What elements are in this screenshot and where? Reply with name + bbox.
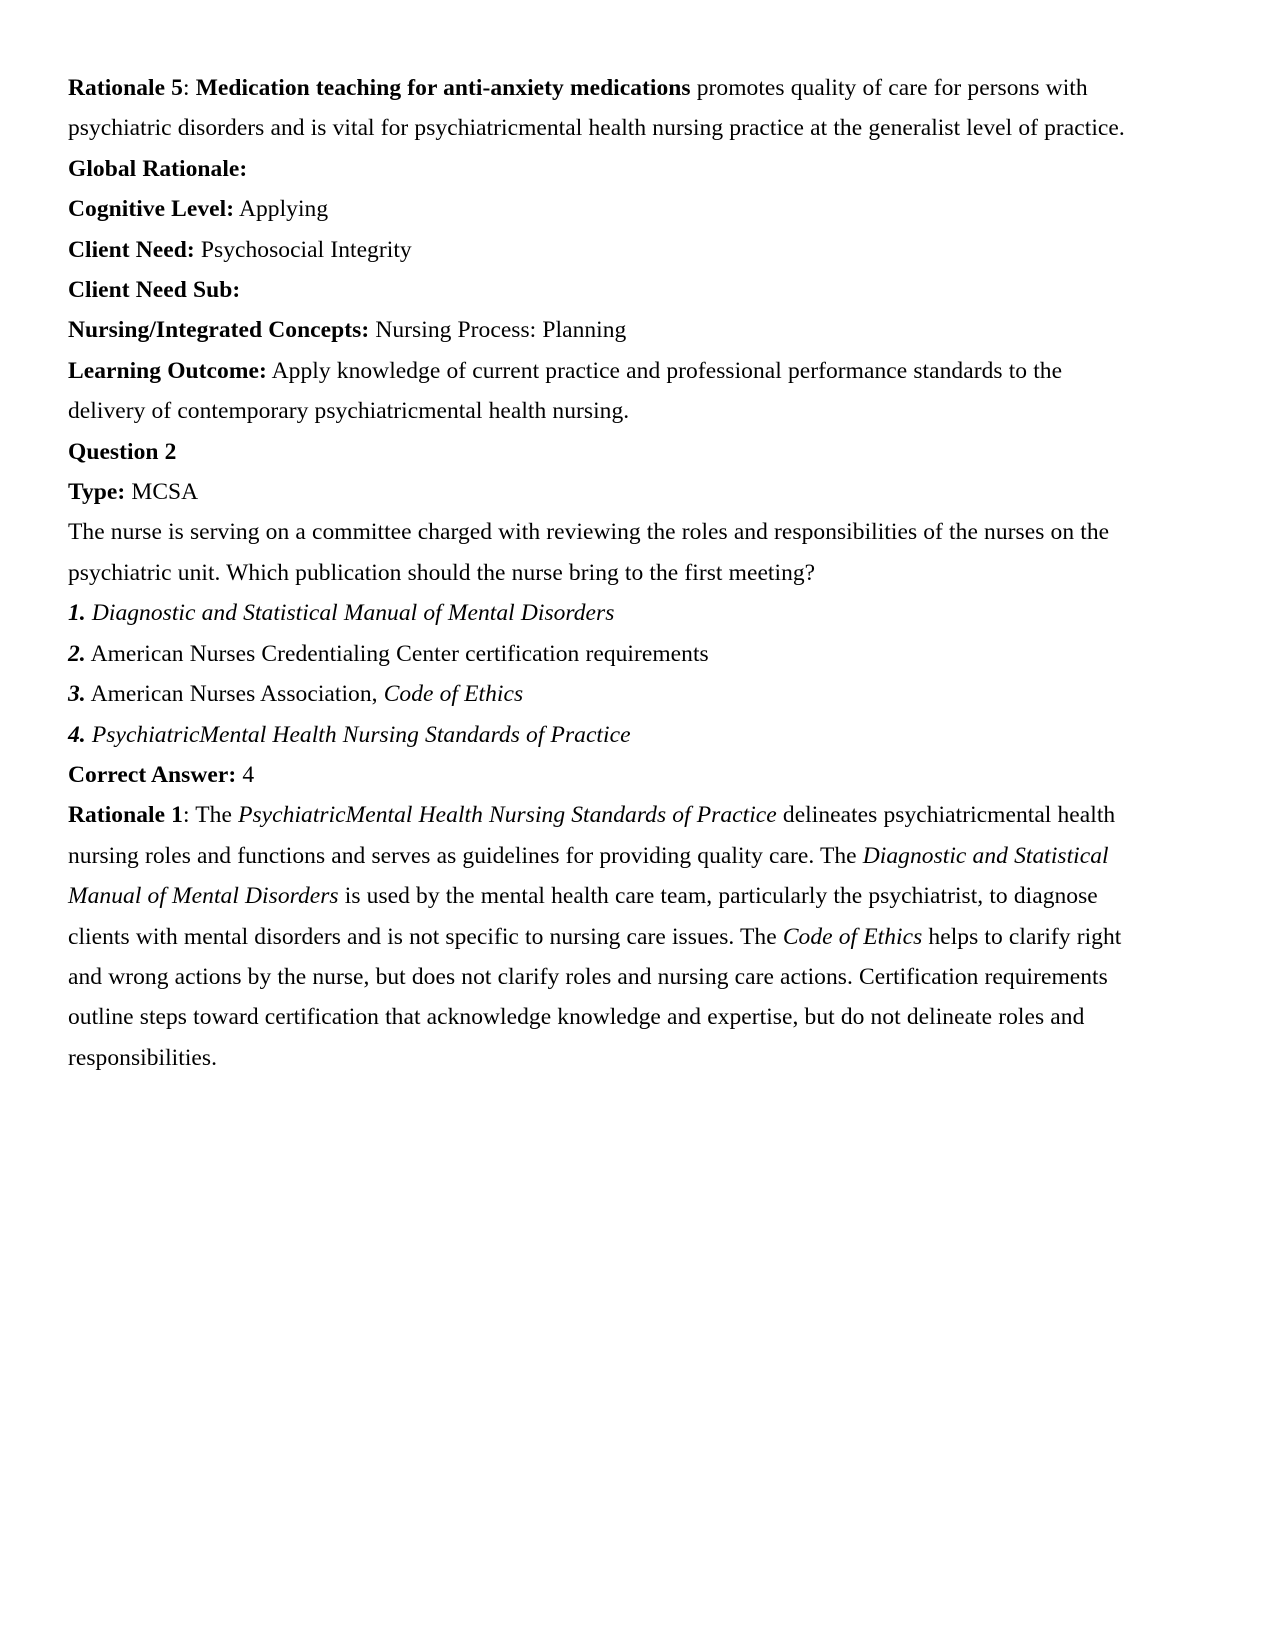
rationale-5-label: Rationale 5: [68, 75, 183, 101]
metadata-label: Nursing/Integrated Concepts:: [68, 317, 370, 344]
question-type-value: MCSA: [125, 479, 199, 506]
rationale-1-seg-3: is used by the mental health care team, particularly the psychiatrist, to diagnose clients with mental disorders and is not specific to nursing care issues. The: [68, 883, 1098, 950]
rationale-1-label: Rationale 1: [68, 802, 183, 829]
global-rationale-label-text: Global Rationale:: [68, 155, 248, 182]
answer-option-3[interactable]: [68, 674, 1125, 714]
metadata-client-need-sub: [68, 270, 1125, 310]
rationale-1-italic-1: PsychiatricMental Health Nursing Standards of Practice: [238, 802, 777, 829]
global-rationale-label: [68, 149, 1125, 189]
metadata-value: Applying: [234, 196, 329, 223]
metadata-label: Client Need:: [68, 236, 195, 263]
option-text-italic: PsychiatricMental Health Nursing Standards of Practice: [85, 721, 631, 748]
question-type: [68, 472, 1125, 512]
option-number: 2.: [68, 640, 86, 667]
option-text-italic: Diagnostic and Statistical Manual of Mental Disorders: [85, 600, 615, 627]
rationale-1-separator: :: [182, 802, 196, 829]
metadata-label: Learning Outcome:: [68, 357, 267, 384]
question-stem-text: The nurse is serving on a committee charged with reviewing the roles and responsibilities of the nurses on the psychiatric unit. Which publication should the nurse bring to the first meeting?: [68, 519, 1110, 586]
option-number: 1.: [68, 600, 86, 627]
metadata-value: Apply knowledge of current practice and professional performance standards to the delivery of contemporary psychiatricmental health nursing.: [68, 357, 1063, 425]
rationale-5-separator: :: [182, 75, 196, 101]
metadata-label: Cognitive Level:: [68, 196, 235, 223]
answer-option-1[interactable]: [68, 593, 1125, 633]
answer-option-4[interactable]: [68, 715, 1125, 755]
metadata-label: Client Need Sub:: [68, 277, 241, 304]
rationale-5-body: promotes quality of care for persons with psychiatric disorders and is vital for psychiatricmental health nursing practice at the generalist level of practice.: [68, 75, 1125, 142]
correct-answer: [68, 755, 1125, 795]
rationale-1-seg-1: The: [195, 802, 239, 829]
metadata-value: Psychosocial Integrity: [194, 236, 412, 263]
option-number: 3.: [68, 681, 86, 708]
metadata-client-need: [68, 230, 1125, 270]
document-body: [68, 68, 1125, 1078]
metadata-learning-outcome: [68, 351, 1125, 432]
metadata-nursing-integrated-concepts: [68, 310, 1125, 350]
option-text-italic: Code of Ethics: [383, 681, 524, 708]
rationale-1-italic-2: Diagnostic and Statistical Manual of Mental Disorders: [68, 842, 1109, 910]
rationale-5-bold-lead: Medication teaching for anti-anxiety medications: [195, 75, 691, 101]
metadata-value: Nursing Process: Planning: [369, 317, 627, 344]
rationale-1-paragraph: [68, 795, 1125, 1078]
question-type-label: Type:: [68, 479, 126, 506]
rationale-1-seg-2: delineates psychiatricmental health nursing roles and functions and serves as guidelines for providing quality care. The: [68, 802, 1116, 869]
rationale-1-seg-4: helps to clarify right and wrong actions by the nurse, but does not clarify roles and nursing care actions. Certification requirements outline steps toward certification that acknowledge knowledge and expertise, but do not delineate roles and responsibilities.: [68, 923, 1122, 1071]
option-text-plain-before: American Nurses Association,: [85, 681, 384, 708]
question-heading: [68, 432, 1125, 472]
question-heading-text: Question 2: [68, 438, 177, 465]
metadata-cognitive-level: [68, 189, 1125, 229]
rationale-1-italic-3: Code of Ethics: [782, 923, 923, 950]
correct-answer-value: 4: [236, 761, 255, 788]
option-number: 4.: [68, 721, 86, 748]
option-text-plain-before: American Nurses Credentialing Center certification requirements: [85, 640, 709, 667]
rationale-5-paragraph: [68, 68, 1125, 149]
correct-answer-label: Correct Answer:: [68, 761, 237, 788]
question-stem: [68, 512, 1125, 593]
answer-option-2[interactable]: [68, 634, 1125, 674]
